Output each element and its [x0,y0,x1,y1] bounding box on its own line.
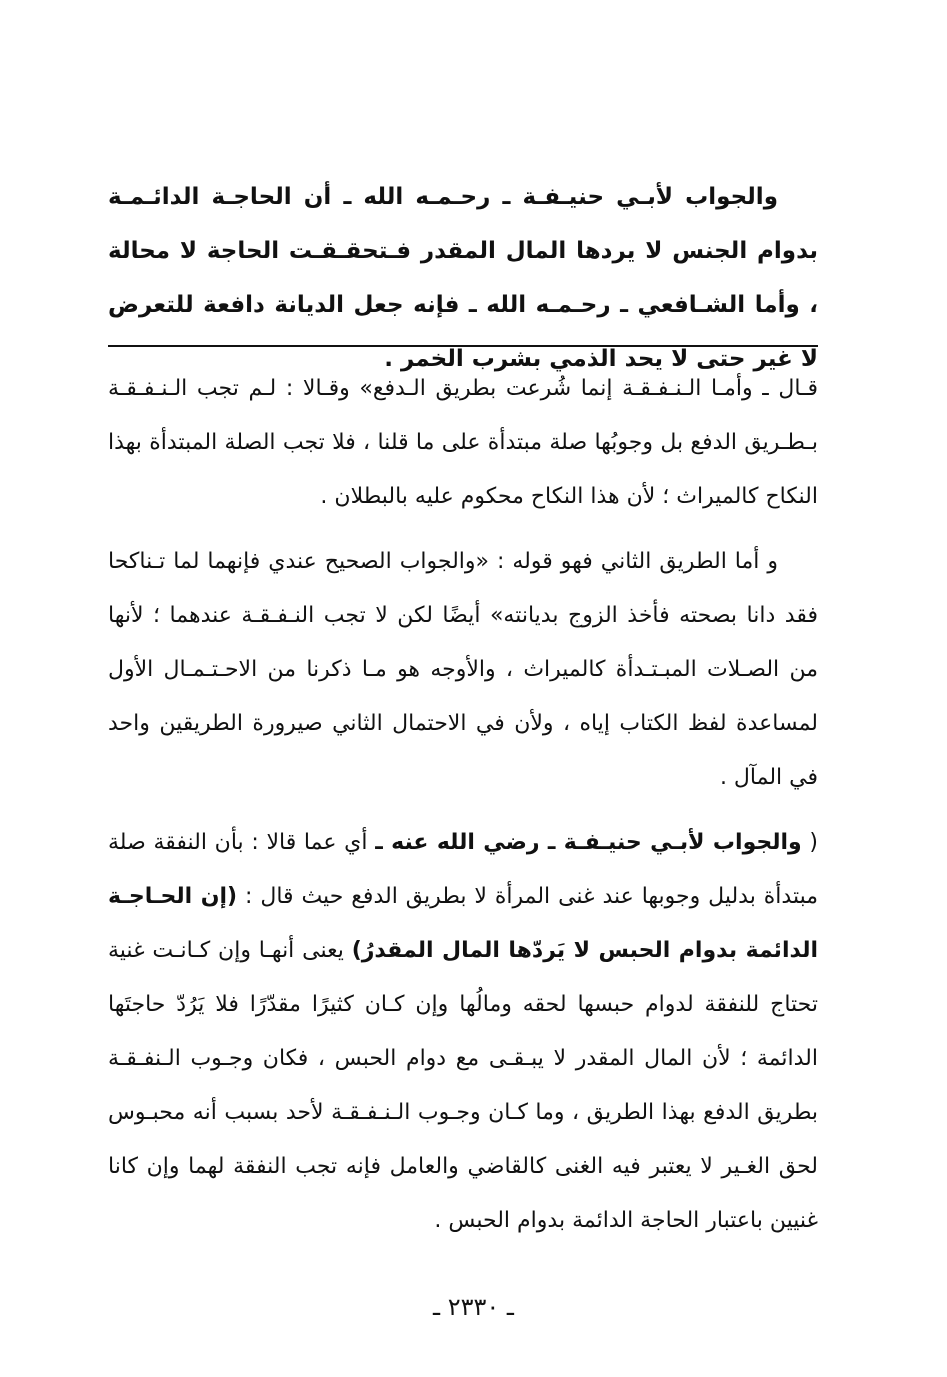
opening-parenthesis: ( [801,830,819,855]
commentary-text-2: يعنى أنهـا وإن كـانـت غنية تحتاج للنفقة لدوام حبسها لحقه ومالُها وإن كـان كثيرًا مقدّرًا فلا يَرُدّ حاجتَها الدائمة ؛ لأن المال المقدر لا يبـقـى مع دوام الحبس ، فكان وجـوب الـنفـقـة بطريق الدفع بهذا الطريق ، وما كـان وجـوب الـنـفـقـة لأحد بسبب أنه محبـوس لحق الغـير لا يعتبر فيه الغنى كالقاضي والعامل فإنه تجب النفقة لهما وإن كانا غنيين باعتبار الحاجة الدائمة بدوام الحبس . [108,938,818,1233]
commentary-text-1: أي عما قالا : بأن النفقة صلة مبتدأة بدليل وجوبها عند غنى المرأة لا بطريق الدفع حيث قال : [108,830,819,909]
sharh-paragraph-2: و أما الطريق الثاني فهو قوله : «والجواب الصحيح عندي فإنهما لما تـناكحا فقد دانا بصحته فأخذ الزوج بديانته» أيضًا لكن لا تجب النـفـقـة عندهما ؛ لأنها من الصـلات المبـتـدأة كالميراث ، والأوجه هو مـا ذكرنا من الاحـتـمـال الأول لمساعدة لفظ الكتاب إياه ، ولأن في الاحتمال الثاني صيرورة الطريقين واحد في المآل . [108,549,818,790]
sharh-text-block [108,362,818,1259]
footnote-divider [108,345,818,347]
matn-paragraph: والجواب لأبـي حنيـفـة ـ رحـمـه الله ـ أن الحاجـة الدائـمـة بدوام الجنس لا يردها المال المقدر فـتحقـقـت الحاجة لا محالة ، وأما الشـافعي ـ رحـمـه الله ـ فإنه جعل الديانة دافعة للتعرض لا غير حتى لا يحد الذمي بشرب الخمر . [108,184,818,372]
page-number: ـ ٢٣٣٠ ـ [433,1293,514,1321]
matn-text-block [108,170,818,386]
quoted-matn-phrase-2: (إن الحـاجـة الدائمة بدوام الحبس لا يَردّها المال المقدرُ) [108,884,818,963]
quoted-matn-phrase-1: والجواب لأبـي حنيـفـة ـ رضي الله عنه ـ [375,830,802,855]
sharh-paragraph-3 [108,816,818,1248]
sharh-paragraph-1: قـال ـ وأمـا الـنـفـقـة إنما شُرعت بطريق الـدفع» وقـالا : لـم تجب الـنـفـقـة بـطـريق الدفع بل وجوبُها صلة مبتدأة على ما قلنا ، فلا تجب الصلة المبتدأة بهذا النكاح كالميراث ؛ لأن هذا النكاح محكوم عليه بالبطلان . [108,376,818,509]
